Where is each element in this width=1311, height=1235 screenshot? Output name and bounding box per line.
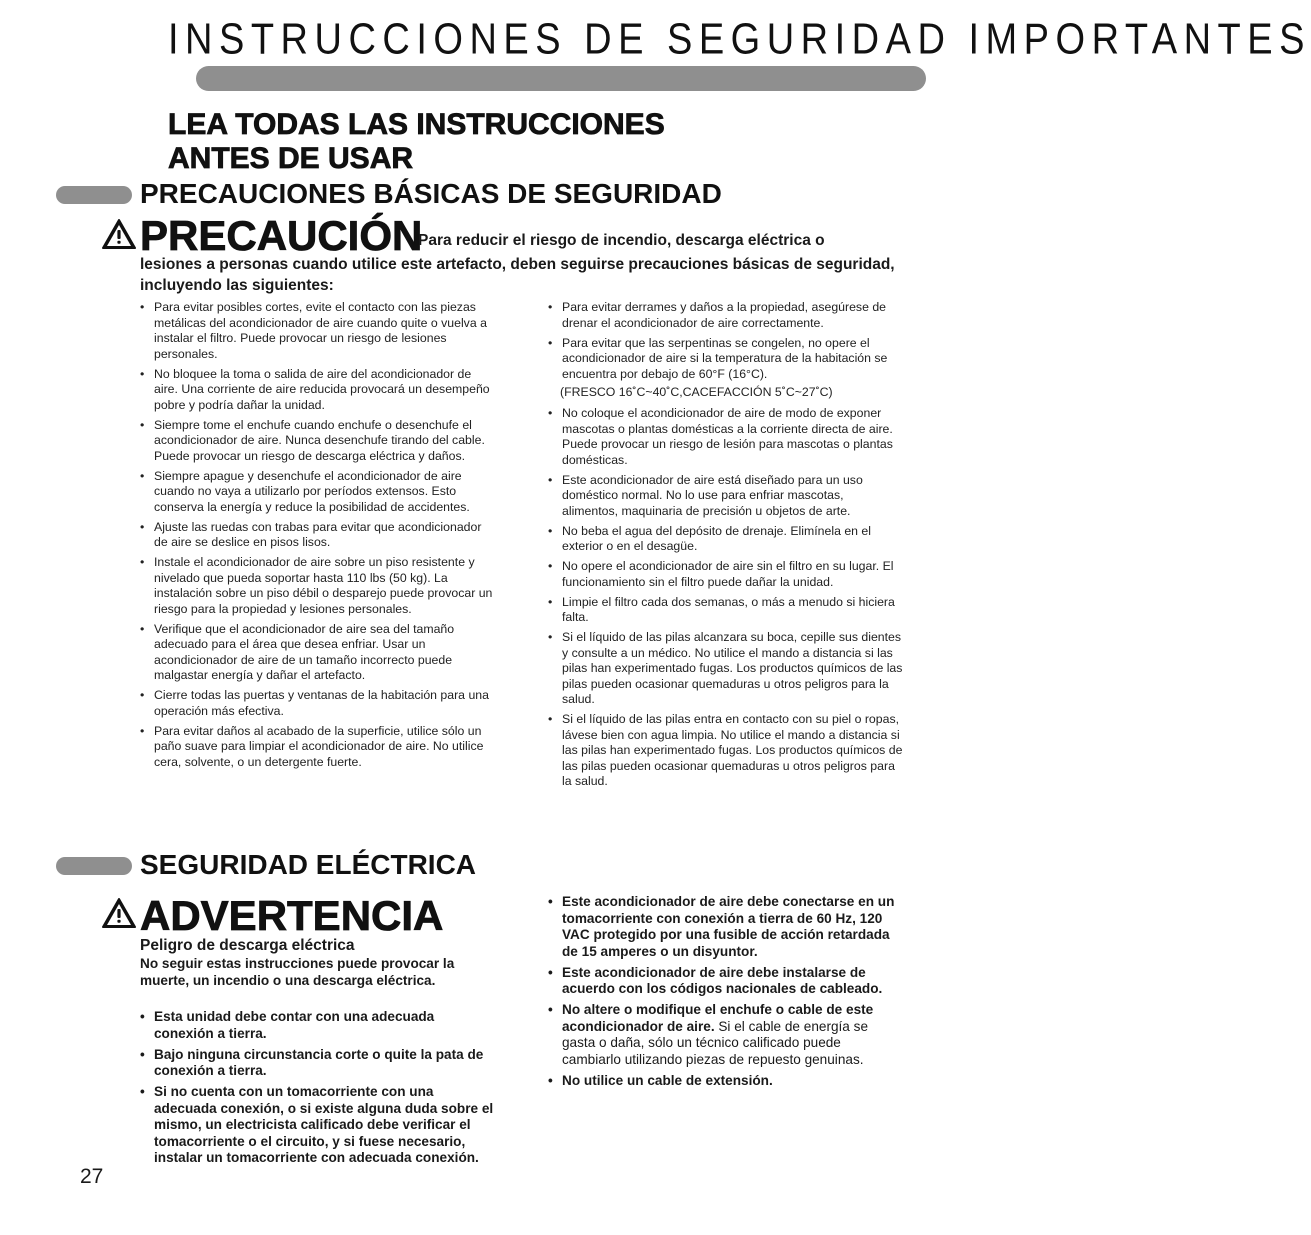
list-item: • Verifique que el acondicionador de aire sea del tamaño adecuado para el área que desea enfriar. Usar un acondicionador de aire de un tamaño incorrecto puede malgastar energía y dañar el artefacto. [140, 622, 495, 684]
basic-right-list-a [548, 300, 903, 382]
list-item: • Esta unidad debe contar con una adecuada conexión a tierra. [140, 1009, 495, 1042]
list-item: • Este acondicionador de aire debe instalarse de acuerdo con los códigos nacionales de cableado. [548, 965, 903, 998]
caution-lead-text: Para reducir el riesgo de incendio, descarga eléctrica o [418, 232, 825, 249]
list-item: • Si no cuenta con un tomacorriente con una adecuada conexión, o si existe alguna duda sobre el mismo, un electricista calificado debe verificar el tomacorriente o el circuito, y si fuese necesario, instalar un tomacorriente con adecuada conexión. [140, 1084, 495, 1167]
list-item: • Ajuste las ruedas con trabas para evitar que acondicionador de aire se deslice en pisos lisos. [140, 520, 495, 551]
warning-triangle-icon [101, 218, 137, 250]
list-item: • No beba el agua del depósito de drenaje. Elimínela en el exterior o en el desagüe. [548, 524, 903, 555]
warning-heading: ADVERTENCIA [140, 892, 444, 939]
shock-hazard-body: No seguir estas instrucciones puede provocar la muerte, un incendio o una descarga eléctrica. [140, 956, 455, 988]
read-all-heading [168, 108, 768, 176]
temperature-note: (FRESCO 16˚C~40˚C,CACEFACCIÓN 5˚C~27˚C) [560, 384, 833, 399]
list-item: • No bloquee la toma o salida de aire del acondicionador de aire. Una corriente de aire reducida provocará un desempeño pobre y podría dañar la unidad. [140, 367, 495, 414]
list-item [548, 1002, 903, 1068]
list-item: • Para evitar posibles cortes, evite el contacto con las piezas metálicas del acondicionador de aire cuando quite o vuelva a instalar el filtro. Puede provocar un riesgo de lesiones personales. [140, 300, 495, 362]
list-item: • Siempre tome el enchufe cuando enchufe o desenchufe el acondicionador de aire. Nunca desenchufe tirando del cable. Puede provocar un riesgo de descarga eléctrica y daños. [140, 418, 495, 465]
list-item: • No opere el acondicionador de aire sin el filtro en su lugar. El funcionamiento sin el filtro puede dañar la unidad. [548, 559, 903, 590]
section-pill-electric [56, 857, 132, 875]
read-all-line-1: LEA TODAS LAS INSTRUCCIONES [168, 108, 665, 141]
shock-hazard-title: Peligro de descarga eléctrica [140, 937, 355, 954]
list-item: • Para evitar que las serpentinas se congelen, no opere el acondicionador de aire si la temperatura de la habitación se encuentra por debajo de 60°F (16°C). [548, 336, 903, 383]
plug-warning-bold: No altere o modifique el enchufe o cable de este acondicionador de aire. [562, 1002, 874, 1034]
list-item: • Este acondicionador de aire está diseñado para un uso doméstico normal. No lo use para enfriar mascotas, alimentos, maquinaria de precisión u objetos de arte. [548, 473, 903, 520]
list-item: • Cierre todas las puertas y ventanas de la habitación para una operación más efectiva. [140, 688, 495, 719]
page-number: 27 [80, 1165, 104, 1188]
electric-left-list [140, 1009, 495, 1167]
section-title-basic: PRECAUCIONES BÁSICAS DE SEGURIDAD [140, 178, 722, 209]
electric-right-list [548, 894, 903, 1089]
list-item: • Instale el acondicionador de aire sobre un piso resistente y nivelado que pueda soportar hasta 110 lbs (50 kg). La instalación sobre un piso débil o desparejo puede provocar un riesgo para la propiedad y lesiones personales. [140, 555, 495, 617]
plug-warning-text: Si el cable de energía se gasta o daña, sólo un técnico calificado puede cambiarlo utilizando piezas de repuesto genuinas. [562, 1018, 869, 1067]
section-pill-basic [56, 186, 132, 204]
list-item: • Bajo ninguna circunstancia corte o quite la pata de conexión a tierra. [140, 1047, 495, 1080]
list-item: • Para evitar derrames y daños a la propiedad, asegúrese de drenar el acondicionador de aire correctamente. [548, 300, 903, 331]
warning-triangle-icon [101, 897, 137, 929]
section-title-electric: SEGURIDAD ELÉCTRICA [140, 849, 477, 880]
basic-left-column [140, 300, 495, 775]
electric-right-column [548, 894, 903, 1094]
basic-right-column [548, 300, 903, 794]
read-all-line-2: ANTES DE USAR [168, 142, 414, 175]
list-item: • No utilice un cable de extensión. [548, 1073, 903, 1090]
list-item: • Limpie el filtro cada dos semanas, o más a menudo si hiciera falta. [548, 595, 903, 626]
caution-heading: PRECAUCIÓN [140, 212, 423, 259]
basic-left-list [140, 300, 495, 770]
header-bar [196, 66, 926, 91]
list-item: • Si el líquido de las pilas alcanzara su boca, cepille sus dientes y consulte a un médico. No utilice el mando a distancia si las pilas han experimentado fugas. Los productos químicos de las pilas pueden ocasionar quemaduras u otros peligros para la salud. [548, 630, 903, 708]
page-header-title: INSTRUCCIONES DE SEGURIDAD IMPORTANTES [168, 15, 1311, 64]
electric-left-column [140, 1009, 495, 1171]
list-item: • Siempre apague y desenchufe el acondicionador de aire cuando no vaya a utilizarlo por períodos extensos. Esto conserva la energía y reduce la posibilidad de accidentes. [140, 469, 495, 516]
list-item: • Para evitar daños al acabado de la superficie, utilice sólo un paño suave para limpiar el acondicionador de aire. No utilice cera, solvente, o un detergente fuerte. [140, 724, 495, 771]
caution-body-text: lesiones a personas cuando utilice este artefacto, deben seguirse precauciones básicas de seguridad, incluyendo las siguientes: [140, 256, 895, 294]
list-item: • Este acondicionador de aire debe conectarse en un tomacorriente con conexión a tierra de 60 Hz, 120 VAC protegido por una fusible de acción retardada de 15 amperes o un disyuntor. [548, 894, 903, 960]
basic-right-list-b [548, 406, 903, 790]
list-item: • Si el líquido de las pilas entra en contacto con su piel o ropas, lávese bien con agua limpia. No utilice el mando a distancia si las pilas han experimentado fugas. Los productos químicos de las pilas pueden ocasionar quemaduras u otros peligros para la salud. [548, 712, 903, 790]
list-item: • No coloque el acondicionador de aire de modo de exponer mascotas o plantas domésticas a la corriente directa de aire. Puede provocar un riesgo de lesión para mascotas o plantas domésticas. [548, 406, 903, 468]
